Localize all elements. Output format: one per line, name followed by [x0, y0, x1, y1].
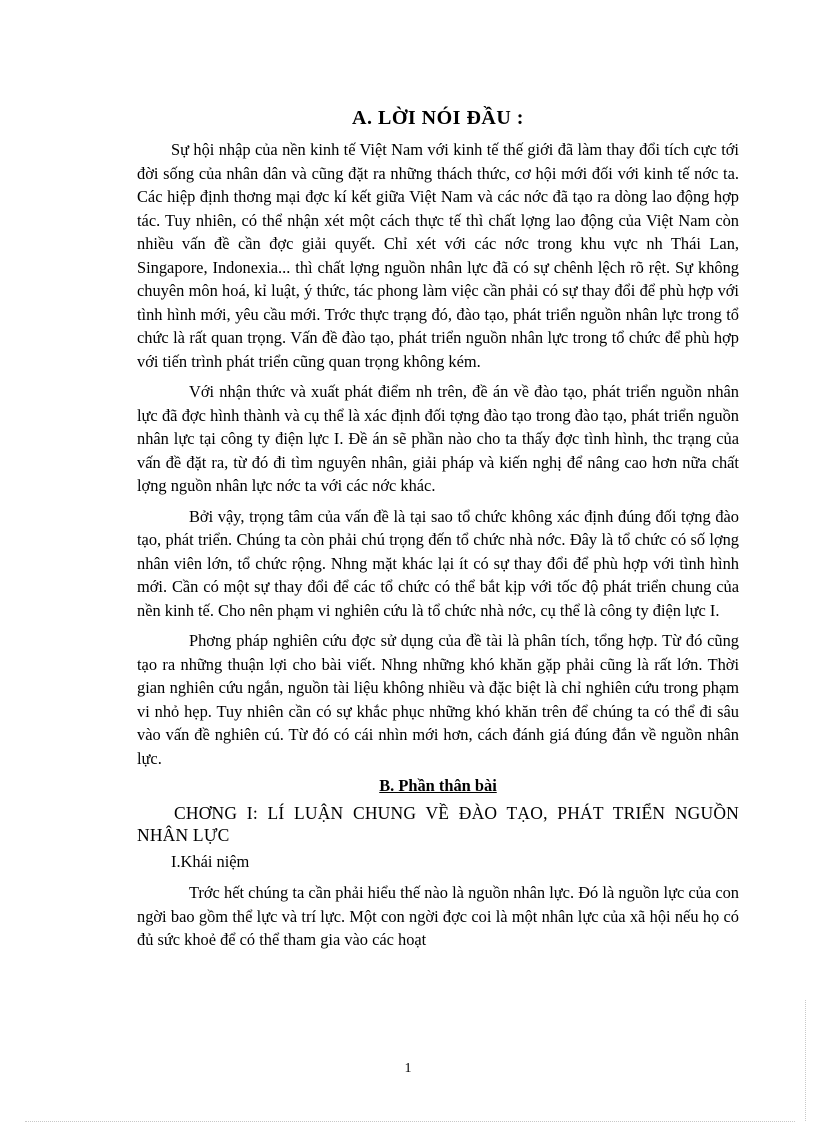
intro-paragraph-3: Bởi vậy, trọng tâm của vấn đề là tại sao tổ chức không xác định đúng đối tợng đào tạo, phát triển. Chúng ta còn phải chú trọng đến tổ chức nhà nớc. Đây là tổ chức có số lợng nhân viên lớn, tổ chức rộng. Nhng mặt khác lại ít có sự thay đổi để phù hợp với tình hình mới. Cần có một sự thay đổi để các tổ chức có thể bắt kịp với tốc độ phát triển chung của nền kinh tế. Cho nên phạm vi nghiên cứu là tổ chức nhà nớc, cụ thể là công ty điện lực I. — [137, 506, 739, 620]
intro-paragraph-2: Với nhận thức và xuất phát điểm nh trên, đề án về đào tạo, phát triển nguồn nhân lực đã đợc hình thành và cụ thể là xác định đối tợng đào tạo trong đào tạo, phát triển nguồn nhân lực tại công ty điện lực I. Đề án sẽ phần nào cho ta thấy đợc tình hình, thc trạng của vấn đề đặt ra, từ đó đi tìm nguyên nhân, giải pháp và kiến nghị để nâng cao hơn nữa chất lợng nguồn nhân lực nớc ta với các nớc khác. — [137, 382, 739, 495]
section-b-heading: B. Phần thân bài — [379, 776, 497, 795]
intro-paragraph-1: Sự hội nhập của nền kinh tế Việt Nam với kinh tế thế giới đã làm thay đổi tích cực tới đời sống của nhân dân và cũng đặt ra những thách thức, cơ hội mới đối với kinh tế nớc ta. Các hiệp định thơng mại đợc kí kết giữa Việt Nam và các nớc đã tạo ra dòng lao động hợp tác. Tuy nhiên, có thể nhận xét một cách thực tế thì chất lợng lao động của Việt Nam còn nhiều vấn đề cần đợc giải quyết. Chỉ xét với các nớc trong khu vực nh Thái Lan, Singapore, Indonexia... thì chất lợng nguồn nhân lực đã có sự chênh lệch rõ rệt. Sự không chuyên môn hoá, kỉ luật, ý thức, tác phong làm việc cần phải có sự thay đổi để phù hợp với tình hình mới, yêu cầu mới. Trớc thực trạng đó, đào tạo, phát triển nguồn nhân lực trong tổ chức là rất quan trọng. Vấn đề đào tạo, phát triển nguồn nhân lực trong tổ chức để phù hợp với tiến trình phát triển cũng quan trọng không kém. — [137, 140, 739, 371]
subsection-heading: I.Khái niệm — [171, 851, 250, 871]
page-title: A. LỜI NÓI ĐẦU : — [352, 107, 524, 129]
side-divider — [805, 1000, 806, 1121]
document-body — [137, 138, 739, 952]
footer-divider — [25, 1121, 795, 1122]
chapter-heading: CHƠNG I: LÍ LUẬN CHUNG VỀ ĐÀO TẠO, PHÁT TRIỂN NGUỒN NHÂN LỰC — [137, 802, 739, 845]
page-number: 1 — [404, 1061, 412, 1076]
body-paragraph: Trớc hết chúng ta cần phải hiểu thế nào là nguồn nhân lực. Đó là nguồn lực của con ngời bao gồm thể lực và trí lực. Một con ngời đợc coi là một nhân lực của xã hội nếu họ có đủ sức khoẻ để có thể tham gia vào các hoạt — [137, 883, 739, 949]
intro-paragraph-4: Phơng pháp nghiên cứu đợc sử dụng của đề tài là phân tích, tổng hợp. Từ đó cũng tạo ra những thuận lợi cho bài viết. Nhng những khó khăn gặp phải cũng là rất lớn. Thời gian nghiên cứu ngắn, nguồn tài liệu không nhiều và đặc biệt là chỉ nghiên cứu trong phạm vi nhỏ hẹp. Tuy nhiên cần có sự khắc phục những khó khăn trên để chúng ta có thể đi sâu vào vấn đề nghiên cú. Từ đó có cái nhìn mới hơn, cách đánh giá đúng đắn về nguồn nhân lực. — [137, 631, 739, 768]
